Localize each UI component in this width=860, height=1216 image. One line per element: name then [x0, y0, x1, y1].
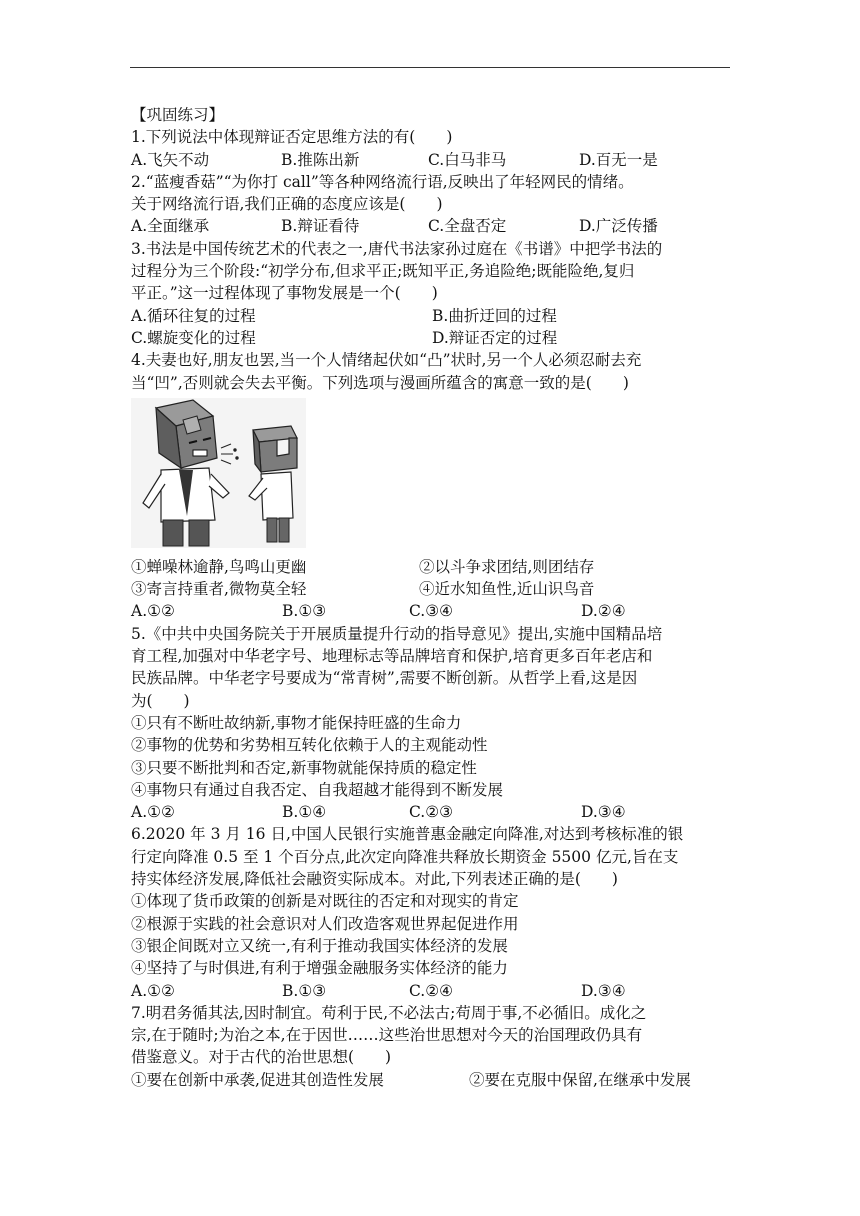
q7-stem-line: 7.明君务循其法,因时制宜。苟利于民,不必法古;苟周于事,不必循旧。成化之 — [131, 1003, 647, 1022]
q7-items-row — [131, 1069, 731, 1091]
q4-stem-line: 4.夫妻也好,朋友也罢,当一个人情绪起伏如“凸”状时,另一个人必须忍耐去充 — [131, 351, 642, 370]
q3-stem-line: 过程分为三个阶段:“初学分布,但求平正;既知平正,务追险绝;既能险绝,复归 — [131, 262, 635, 281]
q1-stem: 1.下列说法中体现辩证否定思维方法的有( ) — [131, 128, 453, 147]
q5-stem-line: 5.《中共中央国务院关于开展质量提升行动的指导意见》提出,实施中国精品培 — [131, 624, 663, 643]
q4-option-a: A.①② — [131, 602, 175, 621]
q5-stem-line: 民族品牌。中华老字号要成为“常青树”,需要不断创新。从哲学上看,这是因 — [131, 669, 638, 688]
q5-stem-line: 育工程,加强对中华老字号、地理标志等品牌培育和保护,培育更多百年老店和 — [131, 647, 653, 666]
q2-option-d: D.广泛传播 — [579, 217, 658, 236]
q3-option-d: D.辩证否定的过程 — [432, 328, 558, 347]
q1-option-c: C.白马非马 — [428, 150, 507, 169]
q2-option-a: A.全面继承 — [131, 217, 210, 236]
q5-option-b: B.①④ — [282, 803, 327, 822]
q6-option-c: C.②④ — [409, 981, 454, 1000]
q5-item-4: ④事物只有通过自我否定、自我超越才能得到不断发展 — [131, 780, 504, 799]
header-rule — [130, 67, 730, 68]
q6-option-b: B.①③ — [282, 981, 327, 1000]
q5-item-3: ③只要不断批判和否定,新事物就能保持质的稳定性 — [131, 758, 477, 777]
q3-options-row — [131, 305, 731, 327]
q7-item-2: ②要在克服中保留,在继承中发展 — [469, 1070, 691, 1089]
q2-options — [131, 215, 731, 237]
q4-item-1: ①蝉噪林逾静,鸟鸣山更幽 — [131, 557, 307, 576]
q6-stem-line: 行定向降准 0.5 至 1 个百分点,此次定向降准共释放长期资金 5500 亿元,旨在支 — [131, 847, 679, 866]
q4-item-3: ③寄言持重者,微物莫全轻 — [131, 580, 307, 599]
q2-stem-line: 关于网络流行语,我们正确的态度应该是( ) — [131, 195, 443, 214]
q5-option-a: A.①② — [131, 803, 175, 822]
q5-options — [131, 801, 731, 823]
q2-option-c: C.全盘否定 — [428, 217, 507, 236]
q3-option-b: B.曲折迂回的过程 — [432, 306, 557, 325]
q3-options-row — [131, 327, 731, 349]
q2-stem-line: 2.“蓝瘦香菇”“为你打 call”等各种网络流行语,反映出了年轻网民的情绪。 — [131, 172, 634, 191]
q3-stem-line: 平正。”这一过程体现了事物发展是一个( ) — [131, 284, 438, 303]
q4-option-c: C.③④ — [409, 602, 454, 621]
q4-options — [131, 600, 731, 622]
q6-options — [131, 980, 731, 1002]
q6-option-a: A.①② — [131, 981, 175, 1000]
cartoon-image — [131, 398, 306, 548]
q2-option-b: B.辩证看待 — [281, 217, 360, 236]
q6-item-2: ②根源于实践的社会意识对人们改造客观世界起促进作用 — [131, 914, 519, 933]
q7-item-1: ①要在创新中承袭,促进其创造性发展 — [131, 1070, 384, 1089]
q5-stem-line: 为( ) — [131, 691, 190, 710]
q7-stem-line: 借鉴意义。对于古代的治世思想( ) — [131, 1048, 392, 1067]
q4-option-b: B.①③ — [282, 602, 327, 621]
q1-option-a: A.飞矢不动 — [131, 150, 210, 169]
q3-stem-line: 3.书法是中国传统艺术的代表之一,唐代书法家孙过庭在《书谱》中把学书法的 — [131, 239, 663, 258]
q6-stem-line: 6.2020 年 3 月 16 日,中国人民银行实施普惠金融定向降准,对达到考核标准的银 — [131, 825, 684, 844]
q7-stem-line: 宗,在于随时;为治之本,在于因世……这些治世思想对今天的治国理政仍具有 — [131, 1026, 643, 1045]
q6-stem-line: 持实体经济发展,降低社会融资实际成本。对此,下列表述正确的是( ) — [131, 870, 618, 889]
section-title: 【巩固练习】 — [131, 106, 225, 124]
q1-options — [131, 149, 731, 171]
q4-option-d: D.②④ — [581, 602, 626, 621]
q1-option-b: B.推陈出新 — [281, 150, 360, 169]
q4-item-2: ②以斗争求团结,则团结存 — [419, 557, 595, 576]
q3-option-c: C.螺旋变化的过程 — [131, 328, 256, 347]
q6-option-d: D.③④ — [581, 981, 626, 1000]
q6-item-4: ④坚持了与时俱进,有利于增强金融服务实体经济的能力 — [131, 959, 508, 978]
q4-stem-line: 当“凹”,否则就会失去平衡。下列选项与漫画所蕴含的寓意一致的是( ) — [131, 373, 629, 392]
exercise-content — [131, 104, 731, 1091]
q6-item-1: ①体现了货币政策的创新是对既往的否定和对现实的肯定 — [131, 892, 519, 911]
q5-option-c: C.②③ — [409, 803, 454, 822]
q5-item-1: ①只有不断吐故纳新,事物才能保持旺盛的生命力 — [131, 713, 462, 732]
q1-option-d: D.百无一是 — [579, 150, 658, 169]
q4-items-row — [131, 578, 731, 600]
q4-items-row — [131, 556, 731, 578]
q5-option-d: D.③④ — [581, 803, 626, 822]
q4-item-4: ④近水知鱼性,近山识鸟音 — [419, 580, 595, 599]
q3-option-a: A.循环往复的过程 — [131, 306, 256, 325]
q6-item-3: ③银企间既对立又统一,有利于推动我国实体经济的发展 — [131, 936, 508, 955]
q5-item-2: ②事物的优势和劣势相互转化依赖于人的主观能动性 — [131, 736, 488, 755]
